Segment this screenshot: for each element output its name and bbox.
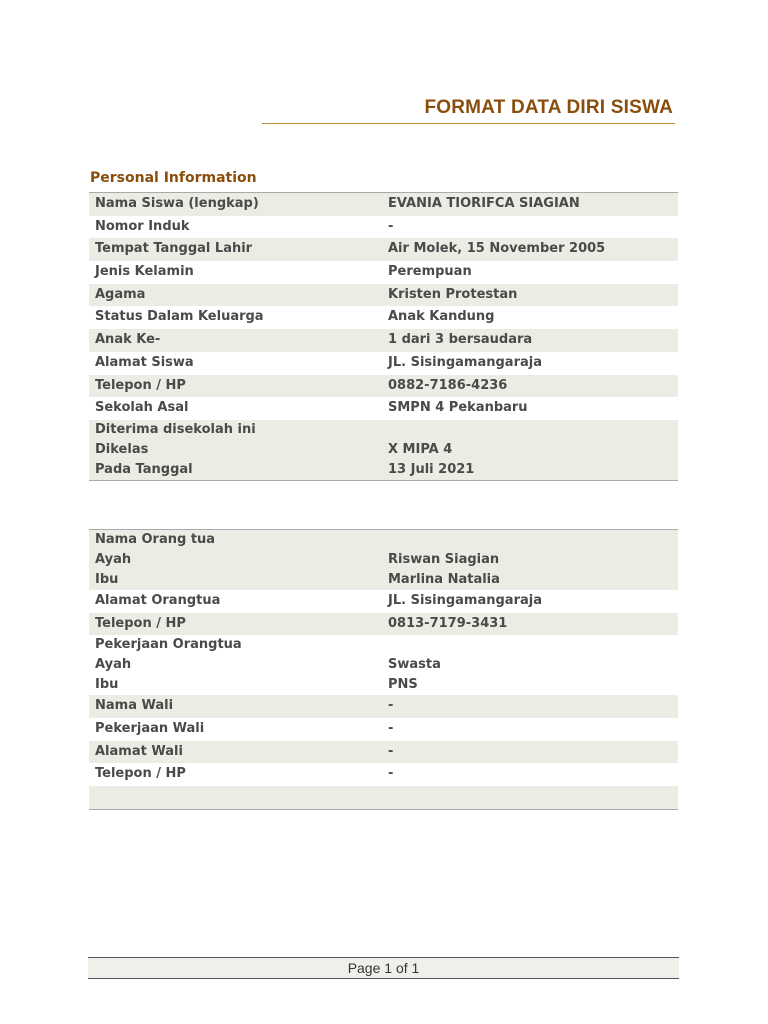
form-row [89,590,678,613]
title-rule [262,97,675,124]
field-value-text: SMPN 4 Pekanbaru [388,400,528,416]
field-label [89,216,382,239]
field-value [382,420,678,480]
field-label [89,238,382,261]
field-value [382,261,678,284]
field-label-text: Alamat Wali [95,743,183,759]
field-value-text: Anak Kandung [388,309,495,325]
field-value [382,786,678,809]
field-label [89,718,382,741]
field-label-text: Sekolah Asal [95,400,189,416]
field-value [382,718,678,741]
field-label [89,786,382,809]
field-value-text: JL. Sisingamangaraja [388,593,542,608]
field-value-text: X MIPA 4 [388,441,453,457]
field-label [89,741,382,764]
form-row [89,695,678,718]
form-row [89,261,678,284]
form-row [89,216,678,239]
field-value [382,635,678,695]
field-value-text: PNS [388,677,418,693]
field-value-text [388,530,672,550]
field-value-text: - [388,766,394,782]
field-label-text: Nama Orang tua [95,532,216,547]
field-label-text: Ibu [95,572,119,587]
field-value-text [388,635,672,655]
form-row [89,397,678,420]
form-row [89,420,678,480]
form-row [89,306,678,329]
field-value [382,695,678,718]
field-label-text: Telepon / HP [95,615,186,631]
field-value [382,397,678,420]
field-label [89,695,382,718]
form-row [89,329,678,352]
field-value-text: Marlina Natalia [388,572,500,587]
personal-info-table [89,192,678,481]
section-heading: Personal Information [90,170,257,186]
field-value [382,329,678,352]
field-value [382,238,678,261]
field-label-text: Ayah [95,552,132,567]
field-label [89,352,382,375]
field-label-text: Nama Wali [95,698,174,714]
field-label-text: Dikelas [95,441,149,457]
field-label [89,329,382,352]
field-value-text: EVANIA TIORIFCA SIAGIAN [388,196,580,211]
field-value-text: Riswan Siagian [388,552,500,567]
form-row [89,635,678,695]
field-value-text: 0882-7186-4236 [388,377,508,393]
field-label [89,193,382,216]
form-row [89,763,678,786]
field-label-text: Pekerjaan Orangtua [95,637,242,653]
field-label-text: Anak Ke- [95,332,161,348]
page-title: FORMAT DATA DIRI SISWA [424,97,673,118]
field-label [89,306,382,329]
field-value [382,741,678,764]
field-value [382,530,678,590]
field-value-text: JL. Sisingamangaraja [388,354,542,370]
field-label-text: Pada Tanggal [95,461,193,477]
field-value [382,613,678,636]
field-label [89,284,382,307]
form-row [89,193,678,216]
field-label-text: Agama [95,286,146,302]
field-label-text: Nomor Induk [95,218,190,234]
form-row [89,530,678,590]
field-label [89,397,382,420]
field-value [382,375,678,398]
field-label [89,763,382,786]
form-row [89,284,678,307]
field-value-text: 13 Juli 2021 [388,461,475,477]
form-row [89,718,678,741]
field-label [89,420,382,480]
field-value [382,352,678,375]
field-value [382,590,678,613]
field-label [89,530,382,590]
form-row [89,375,678,398]
field-label-text: Tempat Tanggal Lahir [95,241,253,257]
field-value [382,306,678,329]
field-label-text: Diterima disekolah ini [95,421,256,437]
field-value-text [388,420,672,440]
field-label [89,261,382,284]
field-label-text: Telepon / HP [95,766,186,782]
field-value-text: Air Molek, 15 November 2005 [388,241,606,257]
field-value [382,193,678,216]
field-label [89,613,382,636]
field-value-text: 0813-7179-3431 [388,615,508,631]
field-label-text: Alamat Orangtua [95,593,221,608]
form-row [89,786,678,809]
field-value-text: Kristen Protestan [388,286,518,302]
field-value-text: 1 dari 3 bersaudara [388,332,533,348]
field-label [89,590,382,613]
field-label-text: Ibu [95,677,119,693]
field-label-text: Jenis Kelamin [95,264,194,280]
form-row [89,613,678,636]
field-label [89,375,382,398]
field-label-text: Ayah [95,657,132,673]
field-label-text: Nama Siswa (lengkap) [95,196,259,211]
page-footer: Page 1 of 1 [88,957,679,979]
field-value-text: - [388,218,394,234]
field-value [382,763,678,786]
field-value [382,216,678,239]
field-label-text: Status Dalam Keluarga [95,309,264,325]
field-value-text: Swasta [388,657,441,673]
field-label-text: Alamat Siswa [95,354,194,370]
field-value-text: - [388,721,394,737]
field-value-text: - [388,743,394,759]
form-row [89,352,678,375]
field-label-text: Telepon / HP [95,377,186,393]
field-label [89,635,382,695]
parent-info-table [89,529,678,810]
field-value-text: - [388,698,394,714]
field-label-text: Pekerjaan Wali [95,721,205,737]
field-value-text: Perempuan [388,264,472,280]
field-value [382,284,678,307]
form-row [89,238,678,261]
form-row [89,741,678,764]
